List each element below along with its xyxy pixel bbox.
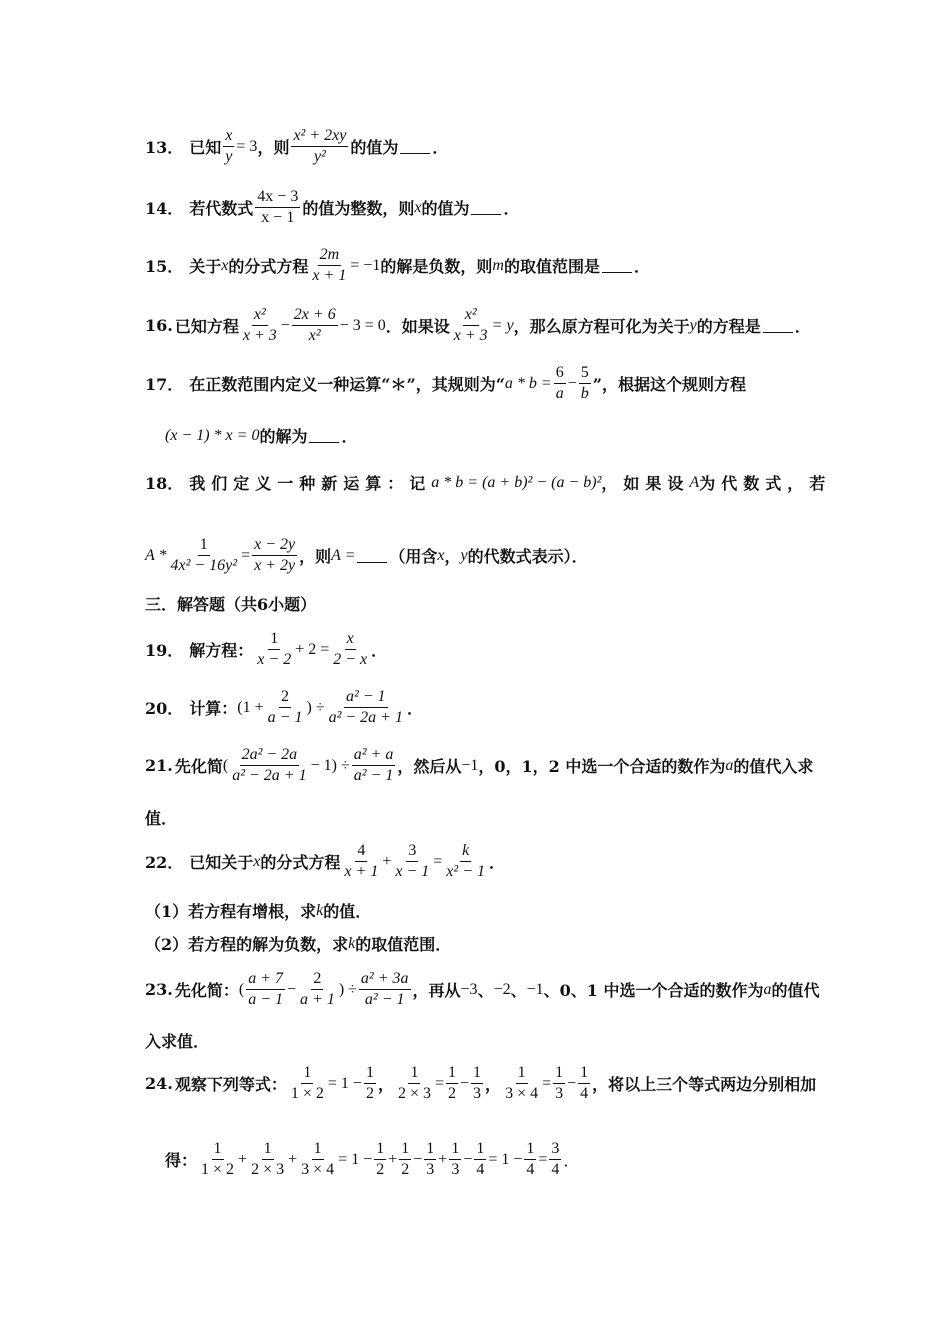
- answer-blank[interactable]: [357, 548, 387, 563]
- q18-fraction-1: [168, 536, 239, 575]
- numerator: 1: [312, 1140, 324, 1160]
- question-16: [145, 306, 811, 345]
- q16-text-4: 的方程是: [696, 317, 761, 336]
- var-a: a: [763, 980, 772, 998]
- equals-sign: =: [538, 1150, 548, 1168]
- var-k: k: [348, 934, 356, 952]
- equals-sign: =: [241, 546, 251, 564]
- q23-neg-two: −2: [493, 980, 511, 998]
- question-18-line-2: [145, 536, 588, 575]
- q18-text-7: 的代数式表示）．: [467, 547, 588, 566]
- minus-sign: −: [286, 980, 297, 998]
- q22-text-2: 的分式方程: [260, 853, 341, 872]
- numerator: a² − 1: [344, 688, 388, 708]
- denominator: y: [225, 148, 233, 165]
- q21-text-3: ，0，1，2 中选一个合适的数作为: [478, 757, 726, 776]
- numerator: 1: [268, 630, 280, 650]
- question-number: 18．: [145, 474, 184, 493]
- q17-text-4: ．: [341, 427, 358, 446]
- minus-sign: −: [413, 1150, 423, 1168]
- q14-text-3: 的值为: [421, 199, 470, 218]
- minus-sign: −: [463, 1150, 473, 1168]
- denominator: a + 1: [300, 991, 335, 1008]
- numerator: 1: [424, 1140, 436, 1160]
- q15-fraction: [310, 246, 348, 285]
- q24-quarter: [474, 1140, 486, 1179]
- q24-simplified: = 1 −: [488, 1150, 523, 1168]
- numerator: a² + 3a: [359, 970, 411, 990]
- q24-text-2: ，: [377, 1075, 394, 1094]
- equals-sign: =: [542, 1074, 552, 1092]
- denominator: 3: [451, 1161, 460, 1178]
- question-19: [145, 630, 387, 669]
- q20-text-2: ．: [406, 699, 423, 718]
- denominator: x²: [308, 327, 321, 344]
- denominator: 1 × 2: [201, 1161, 235, 1178]
- var-y: y: [460, 546, 468, 564]
- plus-sign: +: [388, 1150, 398, 1168]
- numerator: 1: [399, 1140, 411, 1160]
- denominator: 3: [555, 1085, 564, 1102]
- q14-fraction: [255, 188, 300, 227]
- denominator: 2 × 3: [397, 1085, 431, 1102]
- denominator: a² − 1: [353, 767, 394, 784]
- q22-sub2-text-b: 的取值范围．: [355, 935, 452, 954]
- q14-text-4: ．: [503, 199, 520, 218]
- q23-text-5: 、0、1 中选一个合适的数作为: [543, 981, 764, 1000]
- q21-close: − 1) ÷: [310, 756, 350, 774]
- denominator: y²: [313, 148, 326, 165]
- q23-text-7: 入求值．: [145, 1032, 210, 1051]
- q24-eq2-r2: [471, 1064, 483, 1103]
- numerator: 1: [198, 536, 210, 556]
- question-24: [145, 1064, 816, 1103]
- denominator: x − 1: [261, 209, 295, 226]
- minus-sign: −: [567, 1074, 577, 1092]
- var-x: x: [437, 546, 445, 564]
- question-21: [145, 746, 813, 785]
- numerator: 5: [579, 364, 591, 384]
- section-title: 三．解答题（共6小题）: [145, 595, 317, 614]
- q14-text-2: 的值为整数，则: [302, 199, 415, 218]
- q24-half: [374, 1140, 386, 1179]
- denominator: x − 2: [257, 651, 292, 668]
- q21-text-2: ，然后从: [397, 757, 462, 776]
- denominator: 2 − x: [333, 651, 368, 668]
- section-heading: [145, 592, 316, 615]
- question-24-line-2: [165, 1140, 579, 1179]
- denominator: a − 1: [267, 709, 303, 726]
- numerator: x²: [463, 306, 479, 326]
- q24-sum-term-3: [299, 1140, 336, 1179]
- question-number: 21.: [145, 756, 173, 775]
- numerator: 4x − 3: [255, 188, 300, 208]
- numerator: 1: [262, 1140, 274, 1160]
- answer-blank[interactable]: [602, 258, 632, 273]
- q16-fraction-3: [452, 306, 490, 345]
- q21-text-5: 值．: [145, 809, 178, 828]
- denominator: a: [555, 385, 564, 402]
- denominator: x² − 1: [446, 863, 485, 880]
- question-22: [145, 842, 505, 881]
- denominator: b: [580, 385, 589, 402]
- q20-fraction-1: [266, 688, 305, 727]
- q13-equals-3: = 3: [236, 137, 258, 155]
- q24-third: [424, 1140, 436, 1179]
- question-number: 19．: [145, 641, 184, 660]
- numerator: 2m: [318, 246, 342, 266]
- denominator: x + 3: [453, 327, 488, 344]
- question-number: 16.: [145, 316, 173, 335]
- question-number: 23.: [145, 980, 173, 999]
- q18-definition: a * b = (a + b)² − (a − b)²: [431, 473, 602, 491]
- denominator: 2: [376, 1161, 385, 1178]
- denominator: 3 × 4: [505, 1085, 539, 1102]
- numerator: 1: [516, 1064, 528, 1084]
- plus-sign: +: [238, 1150, 248, 1168]
- q18-text-5: （用含: [389, 547, 438, 566]
- question-number: 24.: [145, 1074, 173, 1093]
- q23-text-1: 先化简：: [174, 981, 239, 1000]
- q21-fraction-1: [230, 746, 308, 785]
- q24-eq1-lhs: [289, 1064, 326, 1103]
- q23-fraction-2: [298, 970, 337, 1009]
- q17-text-2: ”，根据这个规则方程: [592, 375, 746, 394]
- denominator: x + 3: [242, 327, 277, 344]
- q23-close: ) ÷: [338, 980, 357, 998]
- q21-text-1: 先化简: [174, 757, 223, 776]
- denominator: a² − 1: [364, 991, 405, 1008]
- q23-neg-one: −1: [526, 980, 544, 998]
- numerator: 1: [471, 1064, 483, 1084]
- q20-fraction-2: [327, 688, 405, 727]
- question-22-part-1: [145, 899, 371, 922]
- q13-text-2: ，则: [257, 138, 290, 157]
- q20-text-1: 计算：: [189, 699, 238, 718]
- var-x: x: [253, 852, 261, 870]
- question-number: 20．: [145, 699, 184, 718]
- numerator: k: [460, 842, 471, 862]
- q16-text-5: ．: [794, 317, 811, 336]
- q21-text-4: 的值代入求: [733, 757, 814, 776]
- numerator: 1: [374, 1140, 386, 1160]
- question-23: [145, 970, 820, 1009]
- q24-eq3-r2: [578, 1064, 590, 1103]
- numerator: 3: [549, 1140, 561, 1160]
- numerator: 6: [554, 364, 566, 384]
- answer-blank[interactable]: [309, 428, 339, 443]
- q22-fraction-2: [393, 842, 431, 881]
- question-number: 22．: [145, 853, 184, 872]
- denominator: 3: [473, 1085, 482, 1102]
- q19-fraction-2: [331, 630, 369, 669]
- q13-text-4: ．: [432, 138, 449, 157]
- q18-lhs: A *: [145, 546, 167, 564]
- q24-text-5: 得：: [165, 1151, 198, 1170]
- q17-fraction-1: [554, 364, 566, 403]
- q15-text-5: ．: [633, 257, 650, 276]
- q22-fraction-1: [342, 842, 380, 881]
- q13-fraction-expression: [291, 127, 348, 166]
- q22-sub1-text-a: （1）若方程有增根，求: [145, 902, 317, 921]
- denominator: 2 × 3: [251, 1161, 285, 1178]
- q15-equals: = −1: [350, 256, 381, 274]
- q22-sub1-text-b: 的值．: [323, 902, 372, 921]
- question-18: [145, 471, 831, 494]
- q13-text-1: 已知: [189, 138, 222, 157]
- question-number: 13．: [145, 138, 184, 157]
- numerator: 2: [279, 688, 291, 708]
- numerator: 3: [406, 842, 418, 862]
- answer-blank[interactable]: [763, 318, 793, 333]
- q14-text-1: 若代数式: [189, 199, 254, 218]
- q24-eq2-lhs: [396, 1064, 433, 1103]
- q18-A-equals: A =: [331, 546, 356, 564]
- q24-expand-start: = 1 −: [338, 1150, 373, 1168]
- q16-equation-tail: − 3 = 0: [339, 316, 386, 334]
- question-number: 15．: [145, 257, 184, 276]
- q16-equals-y: = y: [491, 316, 514, 334]
- q18-text-1: 我们定义一种新运算：记: [189, 474, 432, 493]
- numerator: 1: [364, 1064, 376, 1084]
- q18-fraction-2: [252, 536, 297, 575]
- q22-text-1: 已知关于: [189, 853, 254, 872]
- plus-sign: +: [288, 1150, 298, 1168]
- minus-sign: −: [460, 1074, 470, 1092]
- question-15: [145, 246, 650, 285]
- q22-fraction-3: [444, 842, 487, 881]
- denominator: 4x² − 16y²: [170, 557, 238, 574]
- q15-text-2: 的分式方程: [228, 257, 309, 276]
- var-m: m: [492, 256, 504, 274]
- q16-fraction-2: [292, 306, 338, 345]
- denominator: 2: [448, 1085, 457, 1102]
- q20-close: ) ÷: [306, 698, 325, 716]
- denominator: 1 × 2: [290, 1085, 324, 1102]
- q23-text-4: 、: [510, 981, 527, 1000]
- q24-eq3-r1: [553, 1064, 565, 1103]
- denominator: x − 1: [395, 863, 430, 880]
- denominator: x + 2y: [254, 557, 296, 574]
- q17-text-3: 的解为: [259, 427, 308, 446]
- q18-text-2: ，如果设: [601, 474, 690, 493]
- q13-fraction-x-over-y: [223, 127, 234, 166]
- q23-text-3: 、: [477, 981, 494, 1000]
- q17-text-1: 在正数范围内定义一种运算“＊”，其规则为“: [189, 375, 505, 394]
- denominator: 2: [401, 1161, 410, 1178]
- denominator: 4: [551, 1161, 560, 1178]
- denominator: a² − 2a + 1: [328, 709, 403, 726]
- q16-fraction-1: [241, 306, 279, 345]
- q24-quarter-2: [524, 1140, 536, 1179]
- numerator: 1: [212, 1140, 224, 1160]
- denominator: 2: [365, 1085, 374, 1102]
- q17-fraction-2: [579, 364, 591, 403]
- numerator: 1: [408, 1064, 420, 1084]
- numerator: x − 2y: [252, 536, 297, 556]
- q22-text-3: ．: [489, 853, 506, 872]
- denominator: a² − 2a + 1: [232, 767, 307, 784]
- q24-eq2-r1: [446, 1064, 458, 1103]
- var-a: a: [725, 756, 734, 774]
- var-A: A: [689, 473, 700, 491]
- q17-operation-lhs: a * b =: [504, 374, 552, 392]
- denominator: 4: [476, 1161, 485, 1178]
- q13-text-3: 的值为: [350, 138, 399, 157]
- q19-text-2: ．: [371, 641, 388, 660]
- question-13: [145, 127, 448, 166]
- numerator: 1: [449, 1140, 461, 1160]
- minus-sign: −: [567, 374, 577, 392]
- question-22-part-2: [145, 932, 451, 955]
- var-x: x: [414, 198, 422, 216]
- q21-open: (: [222, 756, 229, 774]
- q24-half-2: [399, 1140, 411, 1179]
- question-number: 17．: [145, 375, 184, 394]
- q17-equation: (x − 1) * x = 0: [165, 426, 260, 444]
- q21-neg-one: −1: [461, 756, 479, 774]
- question-14: [145, 188, 519, 227]
- denominator: 4: [526, 1161, 535, 1178]
- question-17: [145, 364, 746, 403]
- numerator: 1: [578, 1064, 590, 1084]
- q16-text-1: 已知方程: [174, 317, 239, 336]
- q24-sum-term-2: [249, 1140, 286, 1179]
- q16-text-3: ，那么原方程可化为关于: [513, 317, 690, 336]
- q15-text-4: 的取值范围是: [503, 257, 600, 276]
- var-x: x: [221, 256, 229, 274]
- denominator: x + 1: [344, 863, 379, 880]
- numerator: x: [345, 630, 356, 650]
- numerator: x²: [252, 306, 268, 326]
- q24-text-3: ，: [485, 1075, 502, 1094]
- numerator: 2x + 6: [292, 306, 338, 326]
- question-20: [145, 688, 423, 727]
- denominator: 3 × 4: [301, 1161, 335, 1178]
- q15-text-3: 的解是负数，则: [380, 257, 493, 276]
- minus-sign: −: [280, 316, 290, 334]
- q22-sub2-text-a: （2）若方程的解为负数，求: [145, 935, 349, 954]
- denominator: 3: [426, 1161, 435, 1178]
- q21-fraction-2: [352, 746, 396, 785]
- numerator: 1: [553, 1064, 565, 1084]
- numerator: 1: [446, 1064, 458, 1084]
- equals-sign: =: [434, 1074, 445, 1092]
- numerator: 2a² − 2a: [240, 746, 300, 766]
- answer-blank[interactable]: [471, 200, 501, 215]
- q18-text-4: ，则: [299, 547, 332, 566]
- numerator: a² + a: [352, 746, 396, 766]
- q16-text-2: ．如果设: [385, 317, 450, 336]
- q19-text-1: 解方程：: [189, 641, 254, 660]
- denominator: 4: [580, 1085, 589, 1102]
- question-23-line-2: [145, 1029, 209, 1052]
- question-21-line-2: [145, 806, 177, 829]
- numerator: x: [223, 127, 234, 147]
- q24-sum-term-1: [199, 1140, 236, 1179]
- numerator: 1: [474, 1140, 486, 1160]
- question-number: 14．: [145, 199, 184, 218]
- q23-neg-three: −3: [460, 980, 478, 998]
- q19-plus-two: + 2 =: [295, 640, 330, 658]
- numerator: 4: [355, 842, 367, 862]
- q19-fraction-1: [255, 630, 293, 669]
- numerator: 1: [524, 1140, 536, 1160]
- q23-open: (: [238, 980, 245, 998]
- denominator: a − 1: [248, 991, 283, 1008]
- q18-text-3: 为代数式，若: [699, 474, 832, 493]
- q20-open: (1 +: [237, 698, 264, 716]
- equals-sign: =: [433, 852, 443, 870]
- plus-sign: +: [438, 1150, 448, 1168]
- numerator: x² + 2xy: [291, 127, 348, 147]
- answer-blank[interactable]: [400, 139, 430, 154]
- q24-third-2: [449, 1140, 461, 1179]
- var-k: k: [316, 901, 324, 919]
- q24-result: [549, 1140, 561, 1179]
- question-17-line-2: [165, 424, 357, 447]
- q24-eq1-rhs: [364, 1064, 376, 1103]
- q18-text-6: ，: [444, 547, 461, 566]
- q23-fraction-3: [359, 970, 411, 1009]
- q24-text-4: ，将以上三个等式两边分别相加: [592, 1075, 817, 1094]
- q15-text-1: 关于: [189, 257, 222, 276]
- q24-text-1: 观察下列等式：: [174, 1075, 287, 1094]
- numerator: 1: [301, 1064, 313, 1084]
- var-y: y: [689, 316, 697, 334]
- q23-text-2: ，再从: [412, 981, 461, 1000]
- q24-eq3-lhs: [503, 1064, 540, 1103]
- q23-fraction-1: [246, 970, 285, 1009]
- denominator: x + 1: [312, 267, 347, 284]
- q24-eq1-mid: = 1 −: [327, 1074, 362, 1092]
- q23-text-6: 的值代: [771, 981, 820, 1000]
- plus-sign: +: [382, 852, 392, 870]
- numerator: a + 7: [246, 970, 285, 990]
- period: ．: [563, 1153, 580, 1170]
- numerator: 2: [311, 970, 323, 990]
